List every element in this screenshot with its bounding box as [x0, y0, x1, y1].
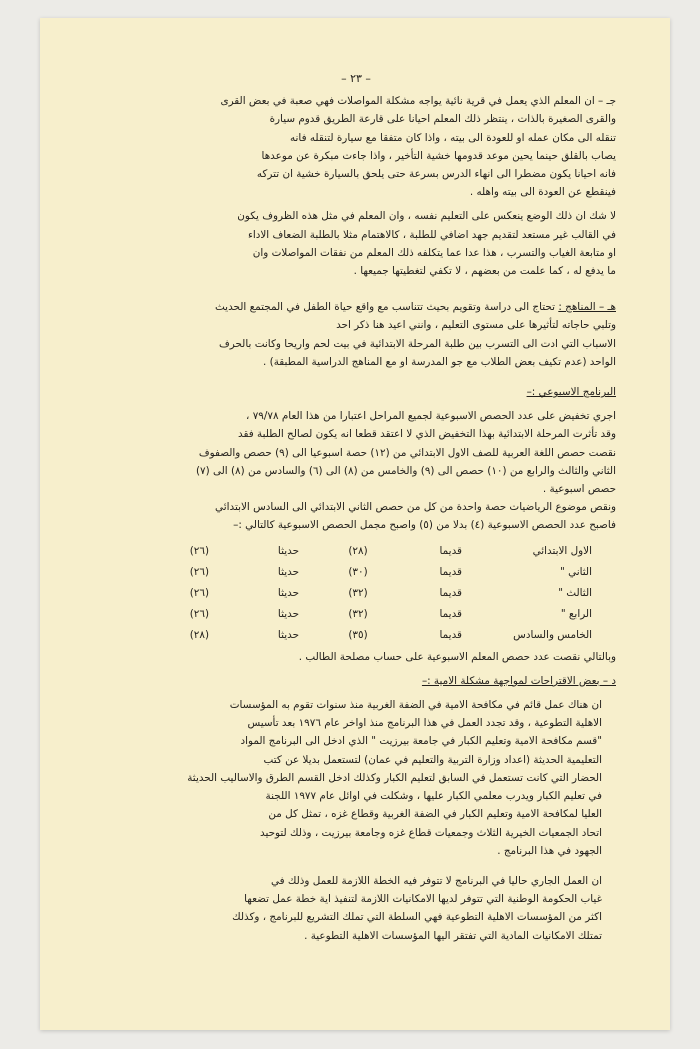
table-row: الاول الابتدائي قديما (٢٨) حديثا (٢٦) — [189, 545, 592, 558]
text-line: الواحد (عدم تكيف بعض الطلاب مع جو المدرسة او مع المناهج الدراسية المطبقة) . — [263, 355, 616, 368]
text-line: ان العمل الجاري حاليا في البرنامج لا تتوفر فيه الخطة اللازمة للعمل وذلك في — [270, 874, 602, 887]
text-line: والقرى الصغيرة بالذات ، ينتظر ذلك المعلم احيانا على قارعة الطريق قدوم سيارة — [269, 113, 616, 126]
text-line: نقصت حصص اللغة العربية للصف الاول الابتدائي من (١٢) حصة اسبوعيا الى (٩) حصص والصفوف — [198, 446, 616, 459]
text-line: يصاب بالقلق حينما يحين موعد قدومها خشية التأخير ، واذا جاءت مبكرة عن موعدها — [261, 149, 616, 162]
text-line: اجري تخفيض على عدد الحصص الاسبوعية لجميع المراحل اعتبارا من هذا العام ٧٩/٧٨ ، — [246, 410, 616, 423]
text-line: في تعليم الكبار ويدرب معلمي الكبار عليها ، وشكلت في اوائل عام ١٩٧٧ اللجنة — [265, 790, 602, 803]
page-number: – ٢٣ – — [341, 72, 371, 85]
text-line: ما يدفع له ، كما علمت من بعضهم ، لا تكفي لتغطيتها جميعها . — [353, 265, 616, 278]
text-line: تمتلك الامكانيات المادية التي تفتقر اليها المؤسسات الاهلية التطوعية . — [304, 929, 602, 942]
section-h-curricula — [96, 298, 616, 371]
text-line: في القالب غير مستعد لتقديم جهد اضافي للطلبة ، كالاهتمام مثلا بالطلبة الضعاف الاداء — [247, 228, 616, 241]
text-line: الجهود في هذا البرنامج . — [497, 844, 602, 857]
weekly-heading: البرنامج الاسبوعي :– — [526, 386, 616, 399]
text-line: غياب الحكومة الوطنية التي تتوفر لديها الامكانيات اللازمة لتنفيذ اية خطة عمل تضعها — [244, 893, 602, 906]
page-content — [96, 70, 616, 945]
section-h-label: هـ – المناهج : — [558, 301, 616, 314]
text-line: اكثر من المؤسسات الاهلية التطوعية فهي السلطة التي تملك التشريع للبرنامج ، وكذلك — [232, 911, 602, 924]
document-page — [40, 18, 670, 1030]
text-line: ونقص موضوع الرياضيات حصة واحدة من كل من حصص الثاني الابتدائي الى السادس الابتدائي — [215, 501, 616, 514]
text-line: او متابعة الغياب والتسرب ، هذا عدا عما يتكلفه ذلك المعلم من نفقات المواصلات وان — [252, 246, 616, 259]
section-d-suggestions — [96, 672, 616, 945]
section-d-heading: د – بعض الاقتراحات لمواجهة مشكلة الامية :– — [421, 674, 616, 687]
text-line: "قسم مكافحة الامية وتعليم الكبار في جامعة بيرزيت " الذي ادخل الى البرنامج المواد — [240, 735, 602, 748]
text-line: اتحاد الجمعيات الخيرية الثلاث وجمعيات قطاع غزه وجامعة بيرزيت ، وذلك لتوحيد — [260, 826, 602, 839]
text-line: وبالتالي نقصت عدد حصص المعلم الاسبوعية على حساب مصلحة الطالب . — [298, 650, 616, 663]
table-row: الخامس والسادس قديما (٣٥) حديثا (٢٨) — [189, 629, 592, 642]
table-row: الثالث " قديما (٣٢) حديثا (٢٦) — [189, 587, 592, 600]
weekly-hours-table — [96, 541, 592, 646]
text-line: العليا لمكافحة الامية وتعليم الكبار في الضفة الغربية وقطاع غزه ، تمثل كل من — [268, 808, 602, 821]
table-row: الثاني " قديما (٣٠) حديثا (٢٦) — [189, 566, 592, 579]
text-line: فاصبح عدد الحصص الاسبوعية (٤) بدلا من (٥) واصبح مجمل الحصص الاسبوعية كالتالي :– — [233, 519, 616, 532]
text-line: حصص اسبوعية . — [542, 483, 616, 496]
text-line: فينقطع عن العودة الى بيته واهله . — [469, 186, 616, 199]
text-line: الثاني والثالث والرابع من (١٠) حصص الى (٩) والخامس من (٨) الى (٦) والسادس من (٨) الى (٧) — [195, 464, 616, 477]
text-line: الاهلية التطوعية ، وقد تجدد العمل في هذا البرنامج منذ اواخر عام ١٩٧٦ بعد تأسيس — [247, 717, 602, 730]
text-line: التعليمية الحديثة (اعداد وزارة التربية والتعليم في عمان) لتستعمل بديلا عن كتب — [263, 753, 602, 766]
text-line: تنقله الى مكان عمله او للعودة الى بيته ، واذا كان متفقا مع سيارة لتنقله فانه — [289, 131, 616, 144]
text-line: وتلبي حاجاته لتأثيرها على مستوى التعليم ، وانني اعيد هنا ذكر احد — [336, 319, 616, 332]
text-line: هـ – المناهج : تحتاج الى دراسة وتقويم بحيث تتناسب مع واقع حياة الطفل في المجتمع الحديث — [214, 301, 616, 314]
text-line: وقد تأثرت المرحلة الابتدائية بهذا التخفيض الذي لا اعتقد قطعا انه يكون لصالح الطلبة فقد — [238, 428, 616, 441]
text-line: لا شك ان ذلك الوضع ينعكس على التعليم نفسه ، وان المعلم في مثل هذه الظروف يكون — [237, 210, 616, 223]
text-line: الاسباب التي ادت الى التسرب بين طلبة المرحلة الابتدائية في بيت لحم واريحا وكانت بالحرف — [218, 337, 616, 350]
text-line: الحضار التي كانت تستعمل في السابق لتعليم الكبار وكذلك ادخل القسم الطرق والاساليب الحديثة — [187, 771, 602, 784]
text-line: جـ – ان المعلم الذي يعمل في قرية نائية يواجه مشكلة المواصلات فهي صعبة في بعض القرى — [220, 95, 616, 108]
section-weekly-program — [96, 383, 616, 666]
text-line: ان هناك عمل قائم في مكافحة الامية في الضفة الغربية منذ سنوات تقوم به المؤسسات — [229, 699, 602, 712]
section-j — [96, 92, 616, 280]
text-line: فانه احيانا يكون مضطرا الى انهاء الدرس بسرعة حتى يلحق بالسيارة خشية ان تتركه — [256, 168, 616, 181]
table-row: الرابع " قديما (٣٢) حديثا (٢٦) — [189, 608, 592, 621]
